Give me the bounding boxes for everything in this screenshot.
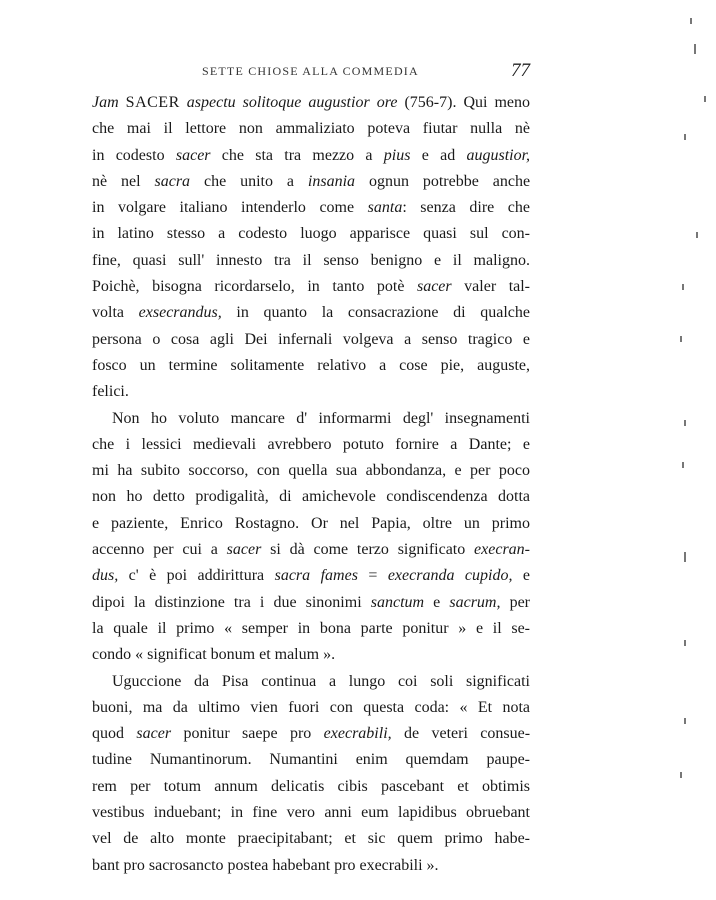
text-line: non ho detto prodigalità, di amichevole condiscendenza dotta xyxy=(92,488,530,506)
text-span: si dà come terzo significato xyxy=(270,541,466,559)
text-line: Uguccione da Pisa continua a lungo coi soli significati xyxy=(112,672,530,690)
text-span: ponitur saepe pro xyxy=(183,725,312,743)
text-line: persona o cosa agli Dei infernali volgeva a senso tragico e xyxy=(92,330,530,348)
text-line xyxy=(92,721,530,747)
text-span: (756-7). Qui meno xyxy=(404,94,531,111)
latin-word: augustior, xyxy=(466,146,531,164)
text-span: in quanto la consacrazione di qualche xyxy=(236,304,531,322)
text-span: Poichè, bisogna ricordarselo, in tanto potè xyxy=(92,278,405,296)
text-span: volta xyxy=(92,304,124,322)
latin-word: sacrum, xyxy=(449,593,501,611)
text-span: ognun potrebbe anche xyxy=(368,172,531,190)
latin-word: dus, xyxy=(92,567,119,585)
latin-word: execrabili, xyxy=(323,725,392,743)
text-line: la quale il primo « semper in bona parte ponitur » e il se- xyxy=(92,619,530,637)
text-span: nè nel xyxy=(92,172,141,190)
speck xyxy=(684,552,686,562)
text-line xyxy=(92,90,530,116)
speck xyxy=(682,462,684,468)
text-line: mi ha subito soccorso, con quella sua abbondanza, e per poco xyxy=(92,462,530,480)
text-span: in volgare italiano intenderlo come xyxy=(92,199,355,217)
speck xyxy=(682,284,684,290)
text-span: quod xyxy=(92,725,124,743)
latin-word: insania xyxy=(307,172,356,190)
text-span: de veteri consue- xyxy=(404,725,531,743)
text-span: che unito a xyxy=(203,172,294,190)
page-number: 77 xyxy=(511,60,530,81)
speck xyxy=(684,640,686,646)
text-line: che i lessici medievali avrebbero potuto fornire a Dante; e xyxy=(92,435,530,453)
text-line: condo « significat bonum et malum ». xyxy=(92,646,336,664)
text-span: valer tal- xyxy=(464,278,531,296)
latin-quote: execranda cupido, xyxy=(387,567,513,585)
latin-word: SACER xyxy=(125,94,180,111)
paragraph-2 xyxy=(92,406,530,669)
paragraph-3 xyxy=(92,669,530,879)
paragraph-1 xyxy=(92,90,530,406)
text-line: fosco un termine solitamente relativo a cose pie, auguste, xyxy=(92,356,530,374)
text-line: vestibus induebant; in fine vero anni eum lapidibus obruebant xyxy=(92,804,530,822)
text-line: buoni, ma da ultimo vien fuori con questa coda: « Et nota xyxy=(92,698,530,716)
text-span: che sta tra mezzo a xyxy=(221,146,373,164)
speck xyxy=(684,718,686,724)
text-line: che mai il lettore non ammaliziato poteva fiutar nulla nè xyxy=(92,120,530,138)
latin-word: execran- xyxy=(474,541,531,559)
latin-quote: sacra fames xyxy=(274,567,358,585)
equals-sign: = xyxy=(368,567,378,585)
text-line xyxy=(92,195,530,221)
speck xyxy=(680,336,682,342)
latin-word: sacer xyxy=(226,541,262,559)
latin-word: sanctum xyxy=(370,593,425,611)
text-span: c' è poi addirittura xyxy=(128,567,265,585)
latin-word: sacer xyxy=(136,725,172,743)
text-line: fine, quasi sull' innesto tra il senso benigno e il maligno. xyxy=(92,251,530,269)
text-line xyxy=(92,169,530,195)
text-line: in latino stesso a codesto luogo apparisce quasi sul con- xyxy=(92,225,530,243)
text-line: vel de alto monte praecipitabant; et sic quem primo habe- xyxy=(92,830,530,848)
text-span: : senza dire che xyxy=(402,199,530,217)
running-title: SETTE CHIOSE ALLA COMMEDIA xyxy=(202,64,419,78)
speck xyxy=(690,18,692,24)
text-line xyxy=(92,143,530,169)
latin-word: sacra xyxy=(154,172,191,190)
latin-word: sacer xyxy=(175,146,211,164)
latin-quote: aspectu solitoque augustior ore xyxy=(186,94,398,111)
speck xyxy=(696,232,698,238)
latin-word: exsecrandus, xyxy=(138,304,222,322)
text-span: accenno per cui a xyxy=(92,541,218,559)
text-line xyxy=(92,537,530,563)
latin-word: pius xyxy=(383,146,411,164)
text-line xyxy=(92,590,530,616)
text-span: e xyxy=(522,567,530,585)
text-span: dipoi la distinzione tra i due sinonimi xyxy=(92,593,362,611)
text-line: Non ho voluto mancare d' informarmi degl' insegnamenti xyxy=(112,409,530,427)
text-line xyxy=(92,274,530,300)
text-line xyxy=(92,563,530,589)
speck xyxy=(684,420,686,426)
text-line: felici. xyxy=(92,383,129,401)
text-span: in codesto xyxy=(92,146,165,164)
speck xyxy=(684,134,686,140)
page-edge-specks xyxy=(676,0,716,900)
text-span: e ad xyxy=(421,146,456,164)
italian-word: santa xyxy=(367,199,403,217)
latin-word: sacer xyxy=(416,278,452,296)
text-line: tudine Numantinorum. Numantini enim quemdam paupe- xyxy=(92,751,530,769)
text-line: bant pro sacrosancto postea habebant pro execrabili ». xyxy=(92,856,439,874)
page-header xyxy=(92,60,530,86)
text-span: per xyxy=(509,593,530,611)
speck xyxy=(680,772,682,778)
speck xyxy=(694,44,696,54)
text-span: e xyxy=(433,593,441,611)
text-line: e paziente, Enrico Rostagno. Or nel Papia, oltre un primo xyxy=(92,514,530,532)
speck xyxy=(704,96,706,102)
text-line xyxy=(92,300,530,326)
latin-word: Jam xyxy=(92,94,119,111)
body-text xyxy=(92,90,530,879)
text-line: rem per totum annum delicatis cibis pascebant et obtimis xyxy=(92,777,530,795)
